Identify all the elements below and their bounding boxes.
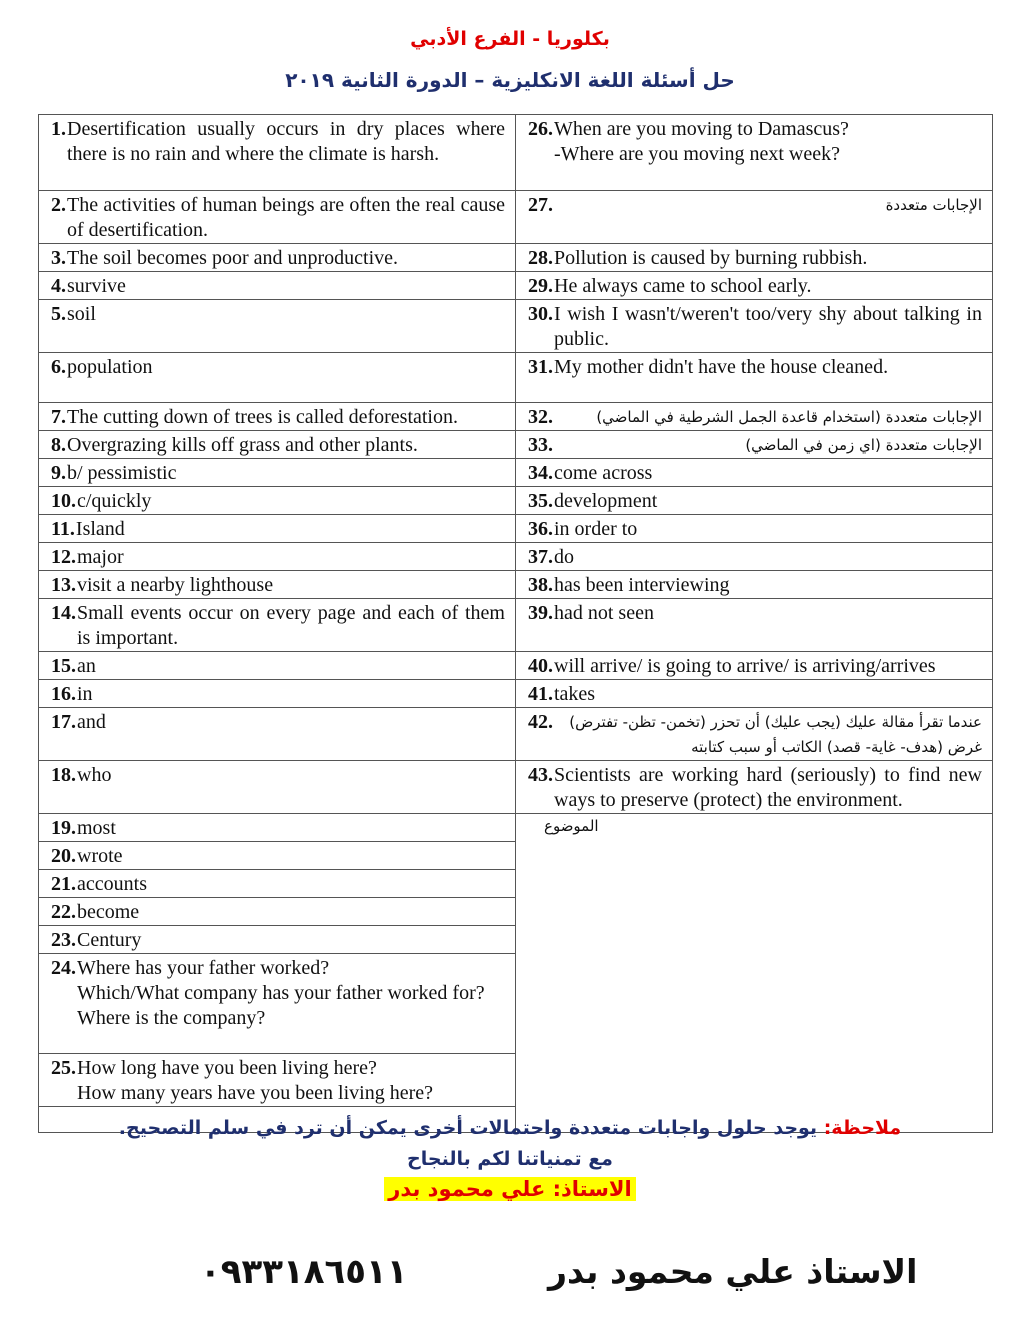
answer-number: 11. (51, 518, 75, 540)
table-row (39, 571, 993, 599)
right-cell (516, 244, 993, 272)
answer-text: and (77, 711, 106, 733)
right-cell (516, 115, 993, 191)
answer-item (39, 543, 515, 570)
answer-number: 39. (528, 602, 553, 624)
answer-item (39, 244, 515, 271)
topic-cell (516, 814, 993, 1133)
answer-item (39, 459, 515, 486)
answer-item (516, 761, 992, 813)
answer-text: soil (67, 303, 96, 325)
answer-item (39, 652, 515, 679)
table-row (39, 680, 993, 708)
answer-number: 4. (51, 275, 66, 297)
answer-item (516, 515, 992, 542)
answer-number: 22. (51, 901, 76, 923)
answer-number: 41. (528, 683, 553, 705)
branch-heading: بكلوريا - الفرع الأدبي (410, 28, 610, 50)
right-cell (516, 652, 993, 680)
left-cell (39, 1054, 516, 1107)
answer-text: takes (554, 683, 596, 705)
answer-item (516, 708, 992, 760)
answer-number: 30. (528, 303, 553, 325)
table-row (39, 459, 993, 487)
answer-text: do (554, 546, 574, 568)
left-cell (39, 353, 516, 403)
answer-number: 2. (51, 194, 66, 216)
right-cell (516, 459, 993, 487)
right-cell (516, 191, 993, 244)
answer-item (516, 543, 992, 570)
answer-number: 25. (51, 1057, 76, 1079)
answer-item (516, 571, 992, 598)
answer-text: in (77, 683, 93, 705)
answer-item (516, 431, 992, 458)
table-row (39, 403, 993, 431)
answer-text: become (77, 901, 140, 923)
table-row (39, 272, 993, 300)
answer-item (39, 300, 515, 327)
answer-number: 20. (51, 845, 76, 867)
wish-line: مع تمنياتنا لكم بالنجاح (407, 1148, 613, 1170)
table-row (39, 652, 993, 680)
answer-item (39, 599, 515, 651)
left-cell (39, 244, 516, 272)
answer-item (39, 487, 515, 514)
right-cell (516, 515, 993, 543)
answer-item (39, 680, 515, 707)
left-cell (39, 431, 516, 459)
left-cell (39, 761, 516, 814)
answer-item (39, 353, 515, 380)
answer-text: Island (75, 518, 125, 540)
table-row (39, 543, 993, 571)
left-cell (39, 571, 516, 599)
answer-number: 10. (51, 490, 76, 512)
right-cell (516, 272, 993, 300)
answer-number: 34. (528, 462, 553, 484)
right-cell (516, 487, 993, 515)
answer-text: I wish I wasn't/weren't too/very shy about talking in public. (554, 303, 982, 350)
right-cell (516, 300, 993, 353)
answer-number: 7. (51, 406, 66, 428)
signature-phone: ٠٩٣٣١٨٦٥١١ (200, 1252, 408, 1292)
answer-number: 16. (51, 683, 76, 705)
answer-text: Where has your father worked? Which/What company has your father worked for? Where is the company? (77, 957, 485, 1029)
answer-item (516, 680, 992, 707)
answer-number: 37. (528, 546, 553, 568)
answer-text: Century (77, 929, 142, 951)
answer-item (39, 761, 515, 788)
answer-number: 27. (528, 194, 553, 216)
left-cell (39, 403, 516, 431)
left-cell (39, 191, 516, 244)
left-cell (39, 842, 516, 870)
answer-item (39, 115, 515, 167)
answer-item (516, 244, 992, 271)
answers-table (38, 114, 993, 1133)
right-cell (516, 599, 993, 652)
answer-number: 28. (528, 247, 553, 269)
table-row (39, 487, 993, 515)
answer-text: had not seen (554, 602, 654, 624)
answer-text: Pollution is caused by burning rubbish. (554, 247, 868, 269)
right-cell (516, 708, 993, 761)
left-cell (39, 926, 516, 954)
answer-number: 12. (51, 546, 76, 568)
answer-number: 21. (51, 873, 76, 895)
answer-item (39, 431, 515, 458)
answer-number: 1. (51, 118, 66, 140)
left-cell (39, 954, 516, 1054)
answer-number: 3. (51, 247, 66, 269)
left-cell (39, 487, 516, 515)
left-cell (39, 870, 516, 898)
answer-number: 33. (528, 434, 553, 456)
answer-item (39, 403, 515, 430)
answer-number: 29. (528, 275, 553, 297)
answer-text: عندما تقرأ مقالة عليك (يجب عليك) أن تحزر (تخمن- تظن- تفترض) غرض (هدف- غاية- قصد) الكاتب أو سبب كتابته (569, 713, 982, 756)
answer-number: 40. (528, 655, 553, 677)
answer-number: 23. (51, 929, 76, 951)
right-cell (516, 403, 993, 431)
left-cell (39, 599, 516, 652)
answer-number: 6. (51, 356, 66, 378)
answer-item (39, 842, 515, 869)
table-row (39, 431, 993, 459)
right-cell (516, 761, 993, 814)
table-row (39, 708, 993, 761)
answer-number: 18. (51, 764, 76, 786)
answer-text: most (77, 817, 116, 839)
answer-text: الإجابات متعددة (استخدام قاعدة الجمل الشرطية في الماضي) (596, 408, 982, 426)
table-row (39, 244, 993, 272)
right-cell (516, 431, 993, 459)
answer-text: The activities of human beings are often the real cause of desertification. (67, 194, 505, 241)
answer-number: 17. (51, 711, 76, 733)
answer-text: The cutting down of trees is called deforestation. (67, 406, 458, 428)
left-cell (39, 708, 516, 761)
answer-number: 13. (51, 574, 76, 596)
table-row (39, 115, 993, 191)
answer-text: in order to (554, 518, 638, 540)
answer-number: 38. (528, 574, 553, 596)
answer-item (39, 898, 515, 925)
answer-number: 14. (51, 602, 76, 624)
answer-item (516, 487, 992, 514)
answer-text: will arrive/ is going to arrive/ is arriving/arrives (554, 655, 936, 677)
table-row (39, 300, 993, 353)
answer-item (39, 708, 515, 735)
answer-item (516, 599, 992, 626)
teacher-line (0, 1177, 1020, 1201)
answer-text: الإجابات متعددة (885, 196, 982, 214)
left-cell (39, 814, 516, 842)
answer-text: c/quickly (77, 490, 152, 512)
answer-text: b/ pessimistic (67, 462, 177, 484)
answer-item (39, 870, 515, 897)
answer-item (516, 115, 992, 167)
left-cell (39, 515, 516, 543)
answer-text: Scientists are working hard (seriously) to find new ways to preserve (protect) the environment. (554, 764, 982, 811)
answer-item (39, 272, 515, 299)
left-cell (39, 652, 516, 680)
table-row (39, 515, 993, 543)
answer-item (39, 814, 515, 841)
right-cell (516, 353, 993, 403)
answer-text: has been interviewing (554, 574, 730, 596)
answer-number: 24. (51, 957, 76, 979)
right-cell (516, 543, 993, 571)
answer-number: 36. (528, 518, 553, 540)
answer-text: The soil becomes poor and unproductive. (67, 247, 399, 269)
answer-item (39, 1107, 515, 1109)
note-text: يوجد حلول واجابات متعددة واحتمالات أخرى يمكن أن ترد في سلم التصحيح. (118, 1117, 824, 1139)
answer-text: How long have you been living here? How many years have you been living here? (77, 1057, 433, 1104)
answer-number: 26. (528, 118, 553, 140)
answer-item (39, 954, 515, 1031)
answer-item (39, 1054, 515, 1106)
table-row (39, 191, 993, 244)
answer-item (39, 515, 515, 542)
answer-item (516, 191, 992, 218)
right-cell (516, 571, 993, 599)
answer-text: Small events occur on every page and each of them is important. (77, 602, 505, 649)
answer-text: الإجابات متعددة (اي زمن في الماضي) (745, 436, 982, 454)
left-cell (39, 898, 516, 926)
answer-text: wrote (77, 845, 123, 867)
answer-number: 43. (528, 764, 553, 786)
answer-text: He always came to school early. (554, 275, 812, 297)
answer-text: My mother didn't have the house cleaned. (554, 356, 889, 378)
answer-text: When are you moving to Damascus? -Where are you moving next week? (554, 118, 849, 165)
answer-text: accounts (77, 873, 147, 895)
page-title: حل أسئلة اللغة الانكليزية – الدورة الثانية ٢٠١٩ (285, 68, 735, 92)
answer-text: visit a nearby lighthouse (77, 574, 274, 596)
answer-item (516, 353, 992, 380)
answer-text: Desertification usually occurs in dry places where there is no rain and where the climate is harsh. (67, 118, 505, 165)
answer-number: 42. (528, 711, 553, 733)
answer-item (516, 300, 992, 352)
answer-number: 5. (51, 303, 66, 325)
table-row (39, 761, 993, 814)
teacher-name: الاستاذ: علي محمود بدر (384, 1177, 635, 1201)
answer-text: who (77, 764, 112, 786)
answer-text: major (77, 546, 124, 568)
left-cell (39, 300, 516, 353)
signature-name: الاستاذ علي محمود بدر (548, 1252, 918, 1291)
answer-text: development (554, 490, 658, 512)
note-line (0, 1117, 1020, 1139)
table-row (39, 599, 993, 652)
answer-number: 35. (528, 490, 553, 512)
answer-text: an (77, 655, 96, 677)
left-cell (39, 543, 516, 571)
answer-item (516, 459, 992, 486)
answer-number: 9. (51, 462, 66, 484)
answer-item (39, 571, 515, 598)
table-row (39, 814, 993, 842)
topic-label: الموضوع (544, 817, 599, 835)
answer-text: Overgrazing kills off grass and other plants. (67, 434, 418, 456)
note-label: ملاحظة: (823, 1117, 902, 1139)
left-cell (39, 272, 516, 300)
right-cell (516, 680, 993, 708)
answer-item (39, 191, 515, 243)
answer-number: 15. (51, 655, 76, 677)
left-cell (39, 680, 516, 708)
answer-text: population (67, 356, 153, 378)
table-row (39, 353, 993, 403)
answer-item (39, 926, 515, 953)
answer-number: 31. (528, 356, 553, 378)
left-cell (39, 115, 516, 191)
answer-text: survive (67, 275, 126, 297)
answer-number: 32. (528, 406, 553, 428)
answer-text: come across (554, 462, 653, 484)
answer-number: 19. (51, 817, 76, 839)
answer-item (516, 403, 992, 430)
left-cell (39, 459, 516, 487)
answer-item (516, 652, 992, 679)
answer-item (516, 272, 992, 299)
answer-number: 8. (51, 434, 66, 456)
